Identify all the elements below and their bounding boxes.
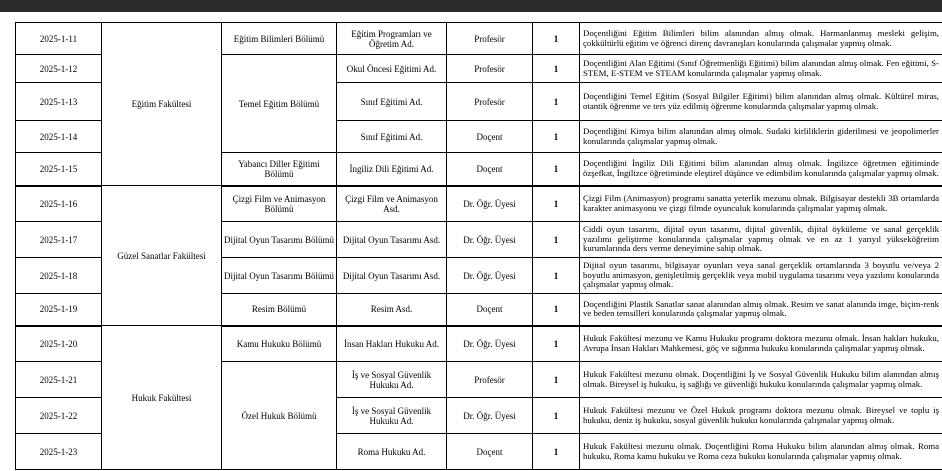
- program-cell: İş ve Sosyal Güvenlik Hukuku Ad.: [337, 398, 447, 434]
- program-cell: İngiliz Dili Eğitimi Ad.: [337, 153, 447, 186]
- description-cell: Ciddi oyun tasarımı, dijital oyun tasarımı, dijital güvenlik, dijital öyküleme ve sanal gerçeklik yazılımı geliştirme konularında çalışmalar yapmış olmak ve en az 1 yarıyıl yükseköğretim kurumlarında ders verme deneyimine sahip olmak.: [580, 222, 942, 258]
- table-row: [16, 326, 942, 362]
- title-cell: Profesör: [447, 55, 533, 83]
- position-id: 2025-1-19: [16, 294, 102, 326]
- title-cell: Dr. Öğr. Üyesi: [447, 258, 533, 294]
- faculty-cell: Güzel Sanatlar Fakültesi: [102, 186, 222, 326]
- position-id: 2025-1-17: [16, 222, 102, 258]
- department-cell: Yabancı Diller Eğitimi Bölümü: [222, 153, 337, 186]
- department-cell: Özel Hukuk Bölümü: [222, 362, 337, 470]
- count-cell: 1: [533, 294, 580, 326]
- title-cell: Dr. Öğr. Üyesi: [447, 326, 533, 362]
- position-id: 2025-1-14: [16, 121, 102, 153]
- description-cell: Doçentliğini Eğitim Bilimleri bilim alanından almış olmak. Harmanlanmış mesleki gelişim, çokkültürlü eğitim ve öğrenci direnç davranışları konularında çalışmalar yapmış olmak.: [580, 23, 942, 55]
- count-cell: 1: [533, 362, 580, 398]
- department-cell: Resim Bölümü: [222, 294, 337, 326]
- program-cell: Roma Hukuku Ad.: [337, 434, 447, 470]
- count-cell: 1: [533, 55, 580, 83]
- position-id: 2025-1-12: [16, 55, 102, 83]
- document-page: [0, 12, 942, 471]
- program-cell: Çizgi Film ve Animasyon Asd.: [337, 186, 447, 222]
- department-cell: Dijital Oyun Tasarımı Bölümü: [222, 258, 337, 294]
- position-id: 2025-1-21: [16, 362, 102, 398]
- title-cell: Dr. Öğr. Üyesi: [447, 222, 533, 258]
- faculty-cell: Hukuk Fakültesi: [102, 326, 222, 470]
- department-cell: Eğitim Bilimleri Bölümü: [222, 23, 337, 55]
- title-cell: Doçent: [447, 153, 533, 186]
- position-id: 2025-1-15: [16, 153, 102, 186]
- count-cell: 1: [533, 153, 580, 186]
- position-id: 2025-1-16: [16, 186, 102, 222]
- program-cell: Sınıf Eğitimi Ad.: [337, 83, 447, 121]
- table-row: [16, 186, 942, 222]
- program-cell: Okul Öncesi Eğitimi Ad.: [337, 55, 447, 83]
- title-cell: Profesör: [447, 23, 533, 55]
- count-cell: 1: [533, 186, 580, 222]
- title-cell: Dr. Öğr. Üyesi: [447, 398, 533, 434]
- program-cell: Dijital Oyun Tasarımı Asd.: [337, 222, 447, 258]
- title-cell: Doçent: [447, 121, 533, 153]
- description-cell: Çizgi Film (Animasyon) programı sanatta yeterlik mezunu olmak. Bilgisayar destekli 3B ortamlarda karakter animasyonu ve çizgi filmde oyunculuk konularında çalışmalar yapmış olmak.: [580, 186, 942, 222]
- description-cell: Doçentliğini Alan Eğitimi (Sınıf Öğretmenliği Eğitimi) bilim alanından almış olmak. Fen eğitimi, S-STEM, E-STEM ve STEAM konularında çalışmalar yapmış olmak.: [580, 55, 942, 83]
- department-cell: Dijital Oyun Tasarımı Bölümü: [222, 222, 337, 258]
- count-cell: 1: [533, 121, 580, 153]
- count-cell: 1: [533, 23, 580, 55]
- description-cell: Hukuk Fakültesi mezunu ve Kamu Hukuku programı doktora mezunu olmak. İnsan hakları hukuku, Avrupa İnsan Hakları Mahkemesi, göç ve sığınma hukuku konularında çalışmalar yapmış olmak.: [580, 326, 942, 362]
- description-cell: Doçentliğini Temel Eğitim (Sosyal Bilgiler Eğitimi) bilim alanından almış olmak. Kültürel miras, otantik öğrenme ve ters yüz edilmiş öğrenme konularında çalışmalar yapmış olmak.: [580, 83, 942, 121]
- count-cell: 1: [533, 434, 580, 470]
- title-cell: Profesör: [447, 362, 533, 398]
- table-row: [16, 23, 942, 55]
- count-cell: 1: [533, 222, 580, 258]
- department-cell: Kamu Hukuku Bölümü: [222, 326, 337, 362]
- title-cell: Doçent: [447, 434, 533, 470]
- program-cell: Dijital Oyun Tasarımı Asd.: [337, 258, 447, 294]
- program-cell: İş ve Sosyal Güvenlik Hukuku Ad.: [337, 362, 447, 398]
- description-cell: Doçentliğini Kimya bilim alanından almış olmak. Sudaki kirliliklerin giderilmesi ve jeopolimerler konularında çalışmalar yapmış olmak.: [580, 121, 942, 153]
- description-cell: Hukuk Fakültesi mezunu olmak. Doçentliğini Roma Hukuku bilim alanından almış olmak. Roma hukuku, Roma kamu hukuku ve Roma ceza hukuku konularında çalışmalar yapmış olmak.: [580, 434, 942, 470]
- description-cell: Hukuk Fakültesi mezunu olmak. Doçentliğini İş ve Sosyal Güvenlik Hukuku bilim alanından almış olmak. Bireysel iş hukuku, iş sağlığı ve güvenliği hukuku konularında çalışmalar yapmış olmak.: [580, 362, 942, 398]
- description-cell: Doçentliğini Plastik Sanatlar sanat alanından almış olmak. Resim ve sanat alanında imge, biçim-renk ve beden temsilleri konularında çalışmalar yapmış olmak.: [580, 294, 942, 326]
- program-cell: İnsan Hakları Hukuku Ad.: [337, 326, 447, 362]
- position-id: 2025-1-23: [16, 434, 102, 470]
- position-id: 2025-1-11: [16, 23, 102, 55]
- department-cell: Temel Eğitim Bölümü: [222, 55, 337, 153]
- title-cell: Doçent: [447, 294, 533, 326]
- count-cell: 1: [533, 83, 580, 121]
- department-cell: Çizgi Film ve Animasyon Bölümü: [222, 186, 337, 222]
- description-cell: Hukuk Fakültesi mezunu ve Özel Hukuk programı doktora mezunu olmak. Bireysel ve toplu iş hukuku, deniz iş hukuku, sosyal güvenlik hukuku konularında çalışmalar yapmış olmak.: [580, 398, 942, 434]
- program-cell: Eğitim Programları ve Öğretim Ad.: [337, 23, 447, 55]
- program-cell: Sınıf Eğitimi Ad.: [337, 121, 447, 153]
- count-cell: 1: [533, 258, 580, 294]
- position-id: 2025-1-22: [16, 398, 102, 434]
- count-cell: 1: [533, 398, 580, 434]
- title-cell: Profesör: [447, 83, 533, 121]
- count-cell: 1: [533, 326, 580, 362]
- program-cell: Resim Asd.: [337, 294, 447, 326]
- position-id: 2025-1-13: [16, 83, 102, 121]
- title-cell: Dr. Öğr. Üyesi: [447, 186, 533, 222]
- description-cell: Dijital oyun tasarımı, bilgisayar oyunları veya sanal gerçeklik ortamlarında 3 boyutlu ve/veya 2 boyutlu animasyon, genişletilmiş gerçeklik veya mobil uygulama tasarımı veya yazılımı konularında çalışmalar yapmış olmak.: [580, 258, 942, 294]
- description-cell: Doçentliğini İngiliz Dili Eğitimi bilim alanından almış olmak. İngilizce öğretmen eğitiminde özşefkat, İngilizce öğretiminde eleştirel düşünce ve edimbilim konularında çalışmalar yapmış olmak.: [580, 153, 942, 186]
- position-id: 2025-1-18: [16, 258, 102, 294]
- position-id: 2025-1-20: [16, 326, 102, 362]
- faculty-cell: Eğitim Fakültesi: [102, 23, 222, 186]
- positions-table: [15, 22, 942, 470]
